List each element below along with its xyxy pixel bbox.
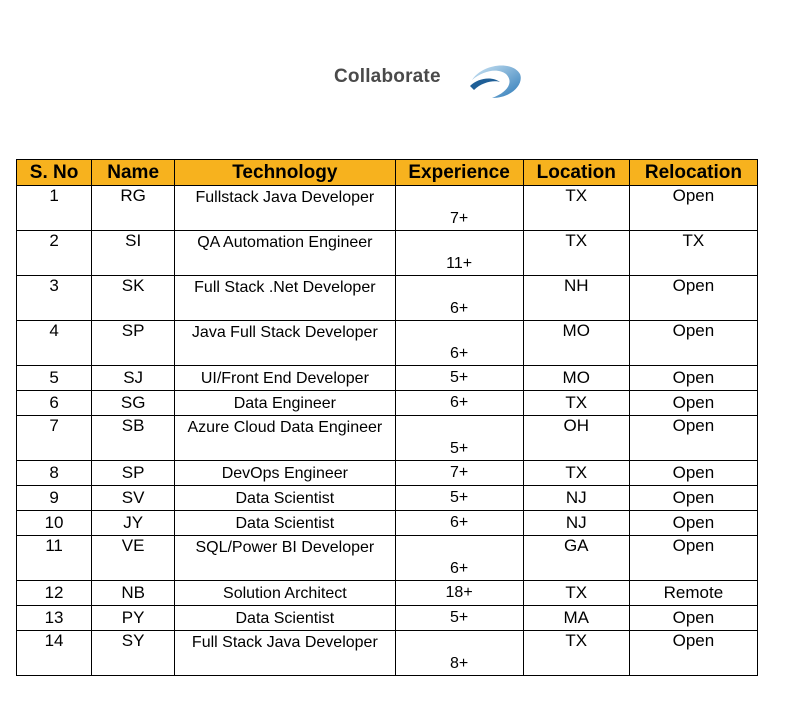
candidate-table — [16, 159, 758, 676]
cell-location: TX — [523, 186, 629, 231]
table-row — [17, 416, 758, 461]
cell-name: SJ — [92, 366, 175, 391]
table-row — [17, 186, 758, 231]
table-row — [17, 536, 758, 581]
cell-relocation: Open — [629, 276, 757, 321]
cell-sno: 13 — [17, 606, 92, 631]
table-row — [17, 391, 758, 416]
cell-sno: 9 — [17, 486, 92, 511]
cell-sno: 2 — [17, 231, 92, 276]
cell-location: MO — [523, 321, 629, 366]
cell-technology: Fullstack Java Developer — [175, 186, 395, 231]
cell-location: GA — [523, 536, 629, 581]
cell-relocation: Open — [629, 631, 757, 676]
logo-text: Collaborate — [334, 66, 441, 87]
cell-sno: 7 — [17, 416, 92, 461]
cell-experience: 6+ — [395, 391, 523, 416]
cell-name: SP — [92, 321, 175, 366]
cell-experience: 5+ — [395, 366, 523, 391]
cell-name: SI — [92, 231, 175, 276]
cell-relocation: Open — [629, 416, 757, 461]
cell-relocation: Open — [629, 391, 757, 416]
cell-technology: Solution Architect — [175, 581, 395, 606]
cell-technology: Java Full Stack Developer — [175, 321, 395, 366]
cell-relocation: Open — [629, 511, 757, 536]
cell-relocation: Open — [629, 186, 757, 231]
table-row — [17, 461, 758, 486]
cell-relocation: Open — [629, 536, 757, 581]
cell-name: SB — [92, 416, 175, 461]
cell-experience: 5+ — [395, 416, 523, 461]
cell-technology: Azure Cloud Data Engineer — [175, 416, 395, 461]
cell-sno: 5 — [17, 366, 92, 391]
cell-technology: Full Stack Java Developer — [175, 631, 395, 676]
table-row — [17, 321, 758, 366]
cell-relocation: Open — [629, 606, 757, 631]
cell-experience: 8+ — [395, 631, 523, 676]
header-technology: Technology — [175, 160, 395, 186]
collaborate-swoosh-logo-icon — [468, 60, 524, 100]
table-row — [17, 511, 758, 536]
cell-location: NH — [523, 276, 629, 321]
cell-location: TX — [523, 461, 629, 486]
cell-location: TX — [523, 581, 629, 606]
cell-sno: 8 — [17, 461, 92, 486]
cell-sno: 3 — [17, 276, 92, 321]
cell-name: RG — [92, 186, 175, 231]
cell-relocation: Open — [629, 486, 757, 511]
cell-technology: Data Engineer — [175, 391, 395, 416]
cell-name: JY — [92, 511, 175, 536]
cell-name: SG — [92, 391, 175, 416]
cell-sno: 14 — [17, 631, 92, 676]
cell-experience: 6+ — [395, 321, 523, 366]
header-row — [17, 160, 758, 186]
cell-name: VE — [92, 536, 175, 581]
cell-experience: 7+ — [395, 186, 523, 231]
cell-technology: UI/Front End Developer — [175, 366, 395, 391]
cell-location: MO — [523, 366, 629, 391]
cell-technology: Data Scientist — [175, 606, 395, 631]
table-row — [17, 581, 758, 606]
table-row — [17, 231, 758, 276]
table-row — [17, 631, 758, 676]
cell-experience: 5+ — [395, 606, 523, 631]
cell-name: SV — [92, 486, 175, 511]
cell-technology: Full Stack .Net Developer — [175, 276, 395, 321]
cell-relocation: Open — [629, 321, 757, 366]
company-logo — [334, 60, 534, 102]
cell-location: TX — [523, 231, 629, 276]
table-row — [17, 606, 758, 631]
cell-location: OH — [523, 416, 629, 461]
cell-technology: QA Automation Engineer — [175, 231, 395, 276]
cell-experience: 7+ — [395, 461, 523, 486]
header-relocation: Relocation — [629, 160, 757, 186]
cell-experience: 5+ — [395, 486, 523, 511]
cell-experience: 6+ — [395, 536, 523, 581]
cell-sno: 1 — [17, 186, 92, 231]
cell-name: SK — [92, 276, 175, 321]
cell-sno: 4 — [17, 321, 92, 366]
cell-experience: 6+ — [395, 276, 523, 321]
table-row — [17, 276, 758, 321]
cell-name: SY — [92, 631, 175, 676]
cell-name: SP — [92, 461, 175, 486]
cell-technology: Data Scientist — [175, 486, 395, 511]
cell-sno: 12 — [17, 581, 92, 606]
header-experience: Experience — [395, 160, 523, 186]
header-sno: S. No — [17, 160, 92, 186]
table-row — [17, 366, 758, 391]
cell-name: PY — [92, 606, 175, 631]
cell-relocation: Open — [629, 461, 757, 486]
cell-location: NJ — [523, 486, 629, 511]
cell-relocation: Remote — [629, 581, 757, 606]
cell-technology: Data Scientist — [175, 511, 395, 536]
table-row — [17, 486, 758, 511]
cell-location: TX — [523, 631, 629, 676]
cell-experience: 11+ — [395, 231, 523, 276]
header-location: Location — [523, 160, 629, 186]
cell-technology: SQL/Power BI Developer — [175, 536, 395, 581]
cell-sno: 11 — [17, 536, 92, 581]
cell-location: NJ — [523, 511, 629, 536]
cell-technology: DevOps Engineer — [175, 461, 395, 486]
cell-relocation: TX — [629, 231, 757, 276]
cell-relocation: Open — [629, 366, 757, 391]
cell-experience: 18+ — [395, 581, 523, 606]
cell-location: MA — [523, 606, 629, 631]
cell-sno: 10 — [17, 511, 92, 536]
header-name: Name — [92, 160, 175, 186]
cell-name: NB — [92, 581, 175, 606]
cell-location: TX — [523, 391, 629, 416]
cell-experience: 6+ — [395, 511, 523, 536]
cell-sno: 6 — [17, 391, 92, 416]
